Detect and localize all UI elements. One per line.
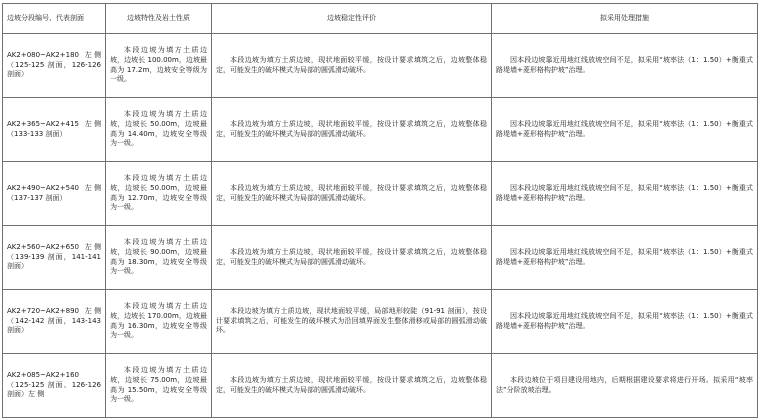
evaluation-cell: 本段边坡为填方土质边坡，现状地面较平缓，按设计要求填筑之后，边坡整体稳定，可能发生的破坏模式为局部的圆弧滑动破坏。 <box>212 34 492 98</box>
segment-range: AK2+560~AK2+650 <box>7 243 79 252</box>
segment-sections: （125-125 剖面、126-126 剖面）左 侧 <box>7 380 101 399</box>
slope-treatment-table <box>2 3 758 418</box>
segment-range: AK2+490~AK2+540 <box>7 183 79 192</box>
table-row <box>3 226 758 290</box>
segment-cell <box>3 290 106 354</box>
properties-cell: 本段边坡为填方土质边坡，边坡长 50.00m，边坡最高为 12.70m，边坡安全等级为一级。 <box>106 162 212 226</box>
properties-cell: 本段边坡为填方土质边坡，边坡长 90.00m，边坡最高为 18.30m，边坡安全等级为一级。 <box>106 226 212 290</box>
segment-cell <box>3 98 106 162</box>
table-row <box>3 162 758 226</box>
segment-side: 左 侧 <box>84 183 101 192</box>
segment-cell <box>3 354 106 418</box>
slope-table-wrapper <box>2 3 758 418</box>
segment-sections: （139-139 剖面，141-141 剖面） <box>7 252 101 271</box>
evaluation-cell: 本段边坡为填方土质边坡，现状地面较平缓，按设计要求填筑之后，边坡整体稳定，可能发生的破坏模式为局部的圆弧滑动破坏。 <box>212 354 492 418</box>
segment-range: AK2+085~AK2+160 <box>7 371 79 380</box>
measures-cell: 因本段边坡靠近用地红线放坡空间不足，拟采用“坡率法（1：1.50）+衡重式路堤墙+菱形格构护坡”治理。 <box>492 98 758 162</box>
segment-sections: （142-142 剖面，143-143 剖面） <box>7 316 101 335</box>
segment-sections: （125-125 剖面，126-126 剖面） <box>7 60 101 79</box>
header-properties: 边坡特性及岩土性质 <box>106 4 212 34</box>
properties-cell: 本段边坡为填方土质边坡，边坡长 50.00m，边坡最高为 14.40m，边坡安全等级为一级。 <box>106 98 212 162</box>
header-evaluation: 边坡稳定性评价 <box>212 4 492 34</box>
measures-cell: 因本段边坡靠近用地红线放坡空间不足，拟采用“坡率法（1：1.50）+衡重式路堤墙+菱形格构护坡”治理。 <box>492 34 758 98</box>
measures-cell: 因本段边坡靠近用地红线放坡空间不足，拟采用“坡率法（1：1.50）+衡重式路堤墙+菱形格构护坡”治理。 <box>492 162 758 226</box>
table-row <box>3 354 758 418</box>
segment-sections: （137-137 剖面） <box>7 193 67 202</box>
evaluation-cell: 本段边坡为填方土质边坡，现状地面较平缓，按设计要求填筑之后，边坡整体稳定，可能发生的破坏模式为局部的圆弧滑动破坏。 <box>212 226 492 290</box>
evaluation-cell: 本段边坡为填方土质边坡，现状地面较平缓，按设计要求填筑之后，边坡整体稳定，可能发生的破坏模式为局部的圆弧滑动破坏。 <box>212 162 492 226</box>
measures-cell: 因本段边坡靠近用地红线放坡空间不足，拟采用“坡率法（1：1.50）+衡重式路堤墙+菱形格构护坡”治理。 <box>492 290 758 354</box>
segment-range: AK2+080~AK2+180 <box>7 51 79 60</box>
segment-cell <box>3 162 106 226</box>
table-row <box>3 34 758 98</box>
table-row <box>3 98 758 162</box>
segment-range: AK2+720~AK2+890 <box>7 307 79 316</box>
properties-cell: 本段边坡为填方土质边坡，边坡长 100.00m，边坡最高为 17.2m，边坡安全等级为一级。 <box>106 34 212 98</box>
segment-cell <box>3 226 106 290</box>
properties-cell: 本段边坡为填方土质边坡，边坡长 170.00m，边坡最高为 16.30m，边坡安全等级为一级。 <box>106 290 212 354</box>
table-row <box>3 290 758 354</box>
properties-cell: 本段边坡为填方土质边坡，边坡长 75.00m，边坡最高为 15.50m，边坡安全等级为一级。 <box>106 354 212 418</box>
segment-side: 左 侧 <box>84 243 101 252</box>
measures-cell: 本段边坡位于项目建设用地内，后期根据建设要求将进行开场。拟采用“坡率法”分阶放坡治理。 <box>492 354 758 418</box>
segment-side: 左 侧 <box>84 51 101 60</box>
header-segment: 边坡分段编号、代表剖面 <box>3 4 106 34</box>
evaluation-cell: 本段边坡为填方土质边坡，现状地面较平缓，按设计要求填筑之后，边坡整体稳定，可能发生的破坏模式为局部的圆弧滑动破坏。 <box>212 98 492 162</box>
segment-side: 左 侧 <box>84 307 101 316</box>
segment-side: 左 侧 <box>84 119 101 128</box>
segment-range: AK2+365~AK2+415 <box>7 119 79 128</box>
measures-cell: 因本段边坡靠近用地红线放坡空间不足，拟采用“坡率法（1：1.50）+衡重式路堤墙+菱形格构护坡”治理。 <box>492 226 758 290</box>
segment-cell <box>3 34 106 98</box>
header-row <box>3 4 758 34</box>
segment-sections: （133-133 剖面） <box>7 129 67 138</box>
header-measures: 拟采用处理措施 <box>492 4 758 34</box>
evaluation-cell: 本段边坡为填方土质边坡，现状地面较平缓，局部地形较陡（91-91 剖面），按设计要求填筑之后，可能发生的破坏模式为沿回填界面发生整体滑移或局部的圆弧滑动破坏。 <box>212 290 492 354</box>
